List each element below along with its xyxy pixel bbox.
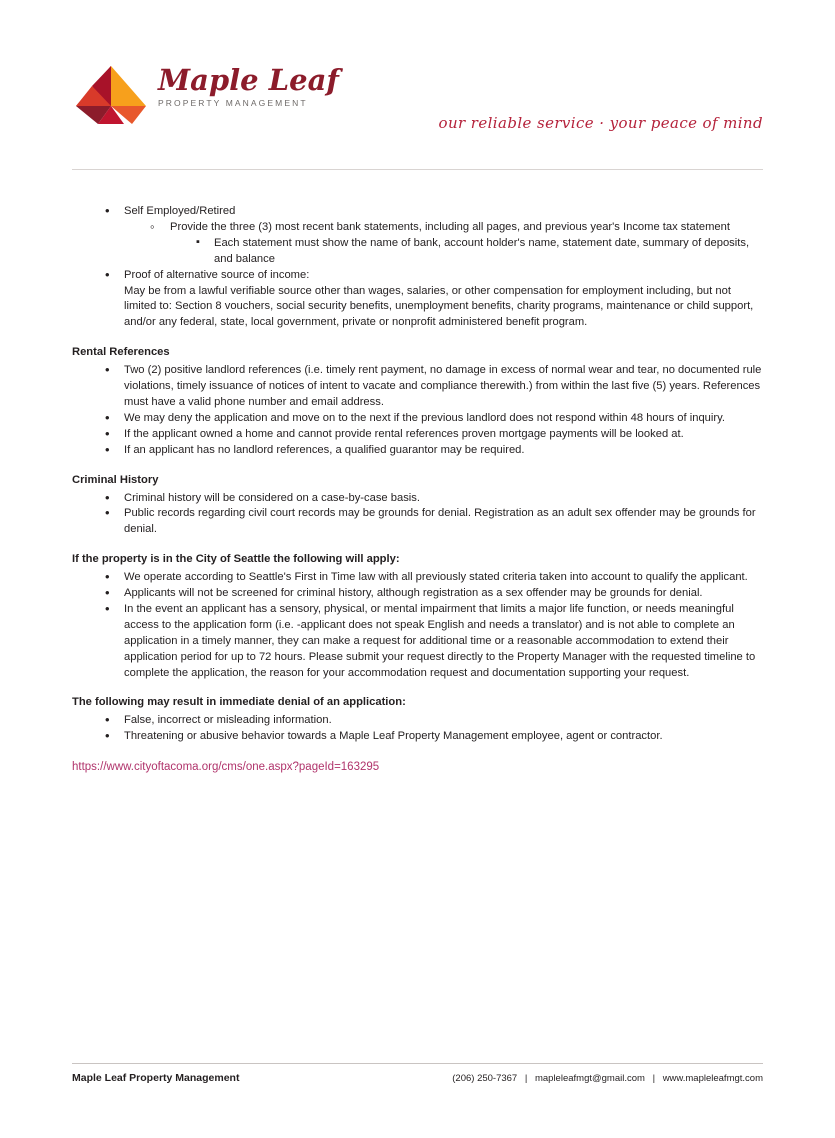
bullet-text: Threatening or abusive behavior towards a Maple Leaf Property Management employee, agent or contractor. xyxy=(124,730,663,743)
list-item xyxy=(72,363,763,411)
list-item xyxy=(72,586,763,602)
footer-divider xyxy=(72,1063,763,1064)
footer-contact-info xyxy=(452,1073,763,1084)
footer-separator: | xyxy=(652,1073,656,1084)
list-item xyxy=(72,268,763,332)
document-content xyxy=(72,204,763,776)
list-item xyxy=(124,220,763,268)
bullet-text: Each statement must show the name of bank, account holder's name, statement date, summary of deposits, and balance xyxy=(214,236,750,265)
list-item xyxy=(72,506,763,538)
list-item xyxy=(72,602,763,682)
list-item xyxy=(72,204,763,268)
top-bullet-list xyxy=(72,204,763,331)
bullet-text: If an applicant has no landlord references, a qualified guarantor may be required. xyxy=(124,443,525,456)
bullet-text: Two (2) positive landlord references (i.e. timely rent payment, no damage in excess of normal wear and tear, no documented rule violations, timely issuance of notices of intent to vacate and compliance therewith.) from within the last five (5) years. References must have a valid phone number and email address. xyxy=(124,364,762,408)
bullet-text: Self Employed/Retired xyxy=(124,205,236,217)
maple-leaf-logo-icon xyxy=(72,64,150,126)
section-heading-criminal-history: Criminal History xyxy=(72,473,159,486)
bullet-text: Provide the three (3) most recent bank statements, including all pages, and previous year's Income tax statement xyxy=(170,220,730,233)
list-item xyxy=(72,443,763,459)
document-header xyxy=(72,58,763,170)
section-heading-immediate-denial: The following may result in immediate denial of an application: xyxy=(72,696,406,709)
section-list-immediate-denial xyxy=(72,713,763,745)
section-list-seattle xyxy=(72,570,763,681)
bullet-text: Applicants will not be screened for criminal history, although registration as a sex offender may be grounds for denial. xyxy=(124,587,703,600)
list-item xyxy=(72,729,763,745)
brand-title: Maple Leaf xyxy=(158,63,339,97)
section-heading-rental-references: Rental References xyxy=(72,346,170,359)
header-divider xyxy=(72,169,763,170)
section-heading-seattle: If the property is in the City of Seattle the following will apply: xyxy=(72,553,400,566)
bullet-text: We may deny the application and move on to the next if the previous landlord does not respond within 48 hours of inquiry. xyxy=(124,411,725,424)
bullet-paragraph: May be from a lawful verifiable source other than wages, salaries, or other compensation for employment including, but not limited to: Section 8 vouchers, social security benefits, unemployment benefits, charity programs, maintenance or child support, and/or any federal, state, local government, private or nonprofit administered benefit program. xyxy=(124,284,754,329)
brand-logo xyxy=(72,58,339,126)
footer-company-name: Maple Leaf Property Management xyxy=(72,1072,240,1084)
sub-sub-bullet-list xyxy=(170,236,763,268)
section-list-rental-references xyxy=(72,363,763,458)
bullet-text: Proof of alternative source of income: xyxy=(124,268,310,281)
section-list-criminal-history xyxy=(72,491,763,539)
footer-phone: (206) 250-7367 xyxy=(452,1073,518,1084)
list-item xyxy=(72,411,763,427)
footer-separator: | xyxy=(524,1073,528,1084)
list-item xyxy=(72,491,763,507)
list-item xyxy=(170,236,763,268)
list-item xyxy=(72,570,763,586)
bullet-text: False, incorrect or misleading information. xyxy=(124,714,332,727)
list-item xyxy=(72,713,763,729)
bullet-text: Criminal history will be considered on a case-by-case basis. xyxy=(124,491,420,504)
list-item xyxy=(72,427,763,443)
footer-website[interactable]: www.mapleleafmgt.com xyxy=(662,1073,763,1084)
document-footer xyxy=(72,1063,763,1084)
brand-subtitle: PROPERTY MANAGEMENT xyxy=(158,98,308,108)
footer-email[interactable]: mapleleafmgt@gmail.com xyxy=(534,1073,645,1084)
bullet-text: In the event an applicant has a sensory, physical, or mental impairment that limits a major life function, or needs meaningful access to the application form (i.e. -applicant does not speak English and needs a translator) and is not able to complete an application in a timely manner, they can make a request for additional time or a reasonable accommodation to extend their application period for up to 72 hours. Please submit your request directly to the Property Manager with the requested timeline to complete the application, the reason for your accommodation request and documentation supporting your request. xyxy=(124,602,756,679)
bullet-text: If the applicant owned a home and cannot provide rental references proven mortgage payments will be looked at. xyxy=(124,427,684,440)
sub-bullet-list xyxy=(124,220,763,268)
brand-wordmark xyxy=(158,63,339,108)
bullet-text: We operate according to Seattle's First in Time law with all previously stated criteria taken into account to qualify the applicant. xyxy=(124,571,748,584)
external-link[interactable]: https://www.cityoftacoma.org/cms/one.aspx?pageId=163295 xyxy=(72,761,380,774)
brand-tagline: our reliable service · your peace of mind xyxy=(438,114,763,132)
bullet-text: Public records regarding civil court records may be grounds for denial. Registration as an adult sex offender may be grounds for denial. xyxy=(124,507,756,536)
document-page xyxy=(0,58,835,1138)
